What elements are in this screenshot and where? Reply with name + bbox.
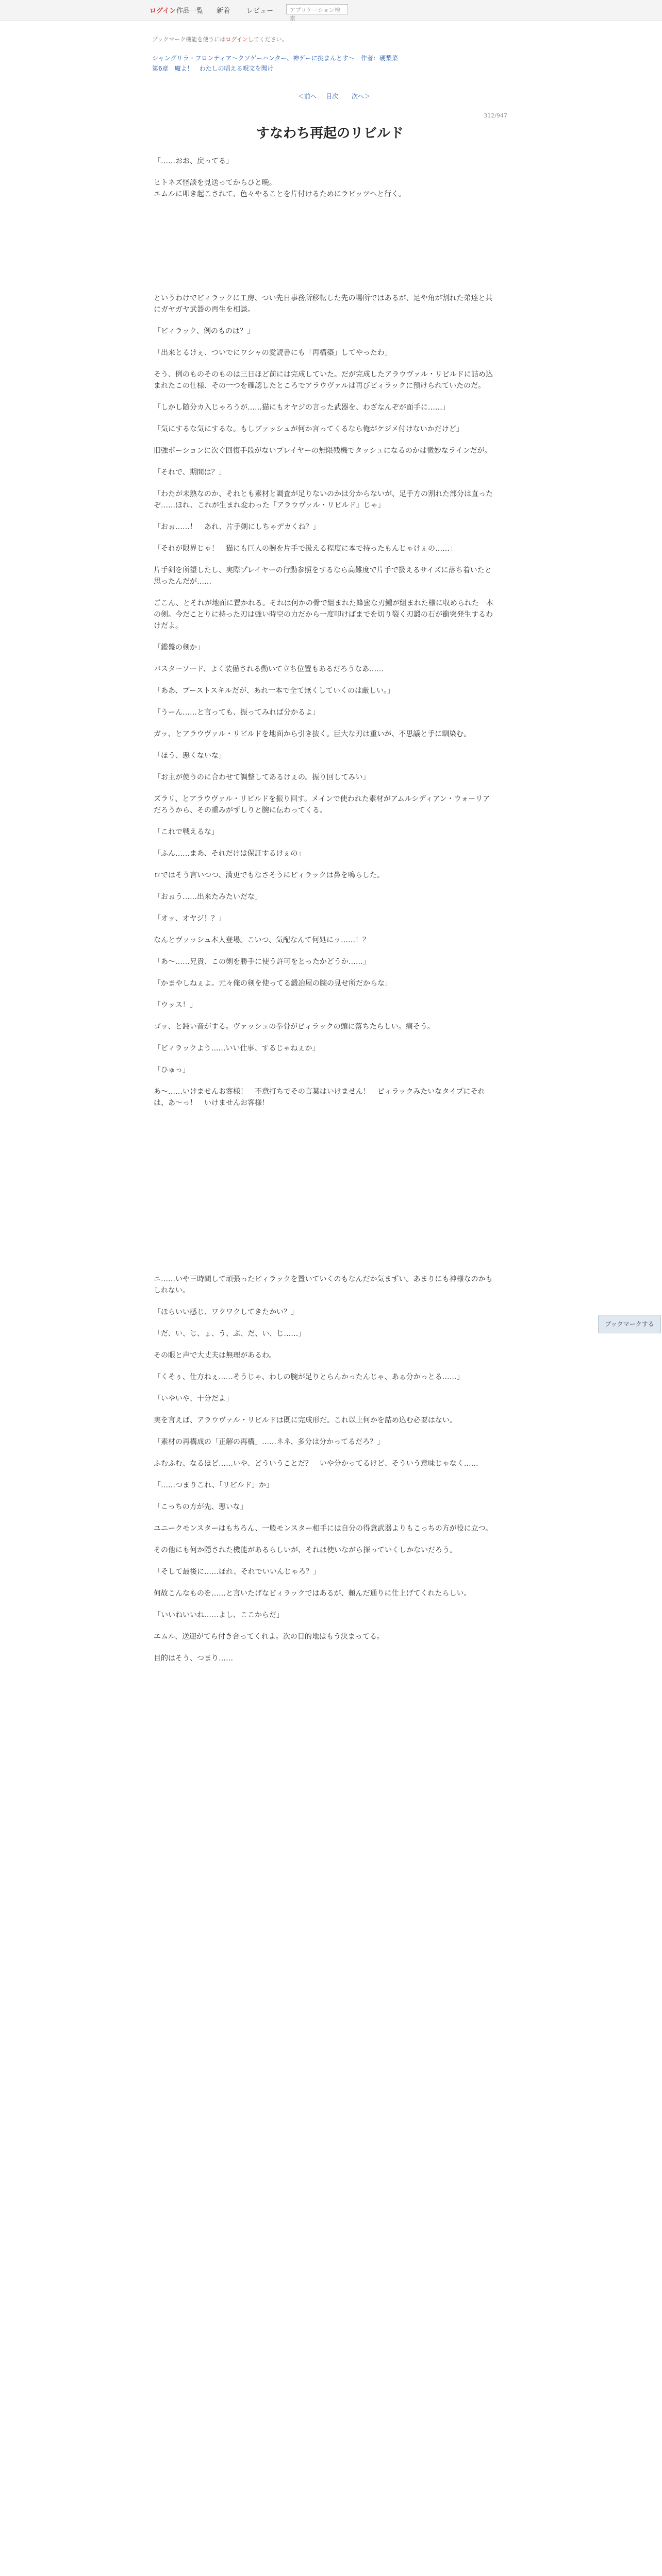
paragraph: 「うーん……と言っても、振ってみれば分かるよ」 <box>154 708 320 717</box>
novel-body <box>154 156 494 1674</box>
paragraph: 「わたが未熟なのか、それとも素材と調査が足りないのかは分からないが、足手方の割れた部分は直ったぞ……ほれ、これが生まれ変わった「アラウヴァル・リビルド」じゃ」 <box>154 490 493 510</box>
paragraph: 「……おお、戻ってる」 <box>154 157 233 165</box>
paragraph: 何故こんなものを……と言いたげなビィラックではあるが、頼んだ通りに仕上げてくれたらしい。 <box>154 1589 471 1598</box>
paragraph: 「ふん……まあ、それだけは保証するけぇの」 <box>154 850 305 858</box>
paragraph: 片手剣を所望したし、実際プレイヤーの行動参照をするなら高難度で片手で扱えるサイズに落ち着いたと思ったんだが…… <box>154 566 492 586</box>
paragraph: 「……つまりこれ、「リビルド」か」 <box>154 1481 273 1489</box>
paragraph: 「出来とるけぇ、ついでにワシャの愛読書にも「再構築」してやったわ」 <box>154 349 392 357</box>
breadcrumb-chapter[interactable]: 第6章 魔よ！ わたしの唱える呪文を聞け <box>152 65 274 72</box>
paragraph: 「気にするな気にするな。もしブァッシュが何か言ってくるなら俺がケジメ付けないかだけど」 <box>154 425 464 433</box>
paragraph: ガッ、とアラウヴァル・リビルドを地面から引き抜く。巨大な刃は重いが、不思議と手に馴染む。 <box>154 730 471 738</box>
paragraph: エムル、送迎がてら付き合ってくれよ。次の目的地はもう決まってる。 <box>154 1633 384 1641</box>
paragraph: ごこん、とそれが地面に置かれる。それは何かの骨で組まれた蜂蜜な刃鍾が組まれた様に収められた一本の剣。今だことりに持った刃は強い時空の力だから一度叩けばまでを切り裂く刃鍛の石が衝突発生するわけだよ。 <box>154 599 493 630</box>
paragraph: 「お主が使うのに合わせて調整してあるけぇの。振り回してみい」 <box>154 773 370 782</box>
paragraph: 「かまやしねぇよ。元々俺の剣を使ってる鍛冶屋の腕の見せ所だからな」 <box>154 979 392 988</box>
paragraph: 「あ〜……兄貴、この剣を勝手に使う許可をとったかどうか……」 <box>154 958 370 966</box>
paragraph: 「鑑盤の剣か」 <box>154 643 204 652</box>
paragraph: 「素材の再構成の「正解の再構」……ネネ、多分は分かってるだろ？」 <box>154 1438 385 1446</box>
index-link[interactable]: 目次 <box>326 93 339 100</box>
paragraph: ユニークモンスターはもちろん、一般モンスター相手には自分の得意武器よりもこっちの方が役に立つ。 <box>154 1524 493 1533</box>
paragraph: ズラリ、とアラウヴァル・リビルドを振り回す。メインで使われた素材がアムルシディアン・ウォーリアだろうから、その重みがずしりと腕に伝わってくる。 <box>154 795 490 815</box>
paragraph: 「ビィラック、例のものは？」 <box>154 327 254 335</box>
breadcrumb-series[interactable]: シャングリラ・フロンティア〜クソゲーハンター、神ゲーに挑まんとす〜 作者：硬梨菜 <box>152 55 398 62</box>
paragraph: 「ウッス！」 <box>154 1001 197 1009</box>
paragraph: 「ひゅっ」 <box>154 1066 190 1074</box>
nav-new[interactable]: 新着 <box>217 7 230 15</box>
paragraph: 旧強ポーションに次ぐ回復手段がないプレイヤーの無限残機でタッシュになるのかは微妙なラインだが。 <box>154 447 492 455</box>
paragraph: 「しかし随分カ入じゃろうが……猫にもオヤジの言った武器を、わざなんぞが面手に……」 <box>154 403 450 412</box>
episode-title: すなわち再起のリビルド <box>256 126 404 141</box>
paragraph: 「ほう、悪くないな」 <box>154 752 226 760</box>
paragraph: 「それで、期間は？」 <box>154 468 226 477</box>
paragraph: その他にも何か隠された機能があるらしいが、それは使いながら探っていくしかないだろう。 <box>154 1546 457 1554</box>
prev-episode-link[interactable]: ＜前へ <box>298 93 317 100</box>
paragraph: ゴッ、と鈍い音がする。ヴァッシュの拳骨がビィラックの頭に落ちたらしい。痛そう。 <box>154 1023 435 1031</box>
notice-text-after: してください。 <box>247 36 288 43</box>
notice-login-link[interactable]: ログイン <box>225 36 248 43</box>
episode-number: 312/947 <box>484 112 507 119</box>
paragraph: 「オッ、オヤジ！？」 <box>154 914 226 923</box>
paragraph: 「こっちの方が先、悪いな」 <box>154 1503 247 1511</box>
paragraph: あ〜……いけませんお客様！ 不意打ちでその言葉はいけません！ ビィラックみたいなタイプにそれは、あ〜っ！ いけませんお客様！ <box>154 1088 485 1107</box>
paragraph: ロではそう言いつつ、満更でもなさそうにビィラックは鼻を鳴らした。 <box>154 871 384 879</box>
paragraph: ふむふむ、なるほど……いや、どういうことだ？ いや分かってるけど、そういう意味じゃなく…… <box>154 1460 478 1468</box>
nav-review[interactable]: レビュー <box>246 7 274 15</box>
paragraph: 「おぉ……！ あれ、片手剣にしちゃデカくね？」 <box>154 523 320 531</box>
login-link[interactable]: ログイン <box>150 7 176 15</box>
paragraph: そう、例のものそのものは三日ほど前には完成していた。だが完成したアラウヴァル・リビルドに詰め込まれたこの仕様、その一つを確認したところでアラウヴァルは再びビィラックに預けられていたのだ。 <box>154 370 493 390</box>
paragraph: というわけでビィラックに工房、つい先日事務所移転した先の場所ではあるが、足や角が割れた弟達と共にガヤガヤ武器の再生を相談。 <box>154 294 493 314</box>
paragraph: 「いいねいいね……よし、ここからだ」 <box>154 1611 284 1619</box>
notice-text-before: ブックマーク機能を使うには <box>152 36 226 43</box>
paragraph: 「そして最後に……ほれ、それでいいんじゃろ？」 <box>154 1568 320 1576</box>
paragraph: 「ああ、ブーストスキルだが、あれ一本で全て無くしていくのは厳しい。」 <box>154 687 395 695</box>
paragraph: ヒトネズ怪談を見送ってからひと晩。 エムルに叩き起こされて、色々やることを片付けるためにラビッツへと行く。 <box>154 179 406 198</box>
paragraph: バスターソード、よく装備される動いて立ち位置もあるだろうなあ…… <box>154 665 384 673</box>
top-nav-bar <box>0 0 662 21</box>
paragraph: その眼と声で大丈夫は無理があるわ。 <box>154 1351 276 1360</box>
paragraph: 「だ、い、じ、ょ、う、ぶ、だ、い、じ……」 <box>154 1330 306 1338</box>
paragraph: なんとヴァッシュ本人登場。こいつ、気配なんて何処にッ……！？ <box>154 936 370 944</box>
paragraph: ニ……いや三時間して頑張ったビィラックを置いていくのもなんだか気まずい。あまりにも神様なのかもしれない。 <box>154 1275 493 1295</box>
next-episode-link[interactable]: 次へ＞ <box>352 93 371 100</box>
paragraph: 「おぉう……出来たみたいだな」 <box>154 893 262 901</box>
bookmark-button[interactable]: ブックマークする <box>598 1315 661 1333</box>
paragraph: 実を言えば、アラウヴァル・リビルドは既に完成形だ。これ以上何かを詰め込む必要はない。 <box>154 1416 457 1425</box>
paragraph: 「いやいや、十分だよ」 <box>154 1395 233 1403</box>
bookmark-notice <box>152 35 288 43</box>
search-input[interactable]: アプリケーション検索 <box>286 4 348 14</box>
paragraph: 「それが限界じゃ！ 猫にも巨人の腕を片手で扱える程度に本で持ったもんじゃけぇの……」 <box>154 545 457 553</box>
paragraph: 「ほらいい感じ、ワクワクしてきたかい？」 <box>154 1308 298 1316</box>
paragraph: 「ビィラックよう……いい仕事、するじゃねぇか」 <box>154 1044 320 1053</box>
paragraph: 「くそぅ、仕方ねぇ……そうじゃ、わしの腕が足りとらんかったんじゃ、あぁ分かっとる……」 <box>154 1373 464 1381</box>
nav-works[interactable]: 作品一覧 <box>176 7 204 15</box>
paragraph: 目的はそう、つまり…… <box>154 1654 233 1663</box>
paragraph: 「これで戦えるな」 <box>154 828 219 836</box>
